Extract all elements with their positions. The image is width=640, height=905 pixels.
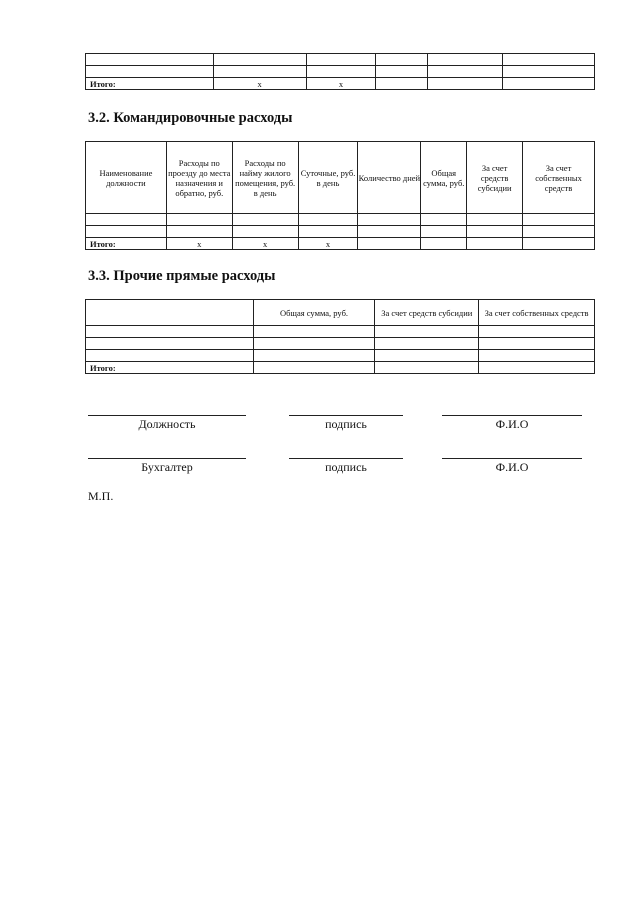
signature-line: [289, 415, 403, 416]
section-heading-other: 3.3. Прочие прямые расходы: [88, 268, 276, 284]
section-heading-travel: 3.2. Командировочные расходы: [88, 110, 293, 126]
table-row: [86, 214, 595, 226]
total-cell: x: [232, 238, 298, 250]
column-header: Наименование должности: [86, 142, 167, 214]
column-header: [86, 300, 254, 326]
full-name-caption: Ф.И.О: [495, 460, 529, 474]
signature-line: [88, 415, 246, 416]
other-expenses-table: [85, 299, 595, 374]
total-cell: x: [213, 78, 306, 90]
signature-caption: подпись: [325, 417, 367, 431]
position-caption: Должность: [138, 417, 196, 431]
table-total-row: [86, 362, 595, 374]
column-header: За счет средств субсидии: [467, 142, 523, 214]
table-row: [86, 326, 595, 338]
full-name-caption: Ф.И.О: [495, 417, 529, 431]
signature-line: [289, 458, 403, 459]
table-header-row: [86, 300, 595, 326]
travel-expenses-table: [85, 141, 595, 250]
table-header-row: [86, 142, 595, 214]
column-header: Суточные, руб. в день: [298, 142, 358, 214]
table-row: [86, 350, 595, 362]
signature-caption: подпись: [325, 460, 367, 474]
table-total-row: [86, 238, 595, 250]
column-header: За счет собственных средств: [523, 142, 595, 214]
table-continued: [85, 53, 595, 90]
column-header: Общая сумма, руб.: [421, 142, 467, 214]
column-header: За счет собственных средств: [479, 300, 595, 326]
signature-line: [88, 458, 246, 459]
table-row: [86, 66, 595, 78]
table-row: [86, 54, 595, 66]
table-row: [86, 338, 595, 350]
accountant-caption: Бухгалтер: [141, 460, 193, 474]
column-header: Количество дней: [358, 142, 421, 214]
table-row: [86, 226, 595, 238]
column-header: Расходы по найму жилого помещения, руб. в день: [232, 142, 298, 214]
column-header: За счет средств субсидии: [375, 300, 479, 326]
table-total-row: [86, 78, 595, 90]
signature-line: [442, 415, 582, 416]
signature-line: [442, 458, 582, 459]
column-header: Расходы по проезду до места назначения и обратно, руб.: [166, 142, 232, 214]
stamp-place-label: М.П.: [88, 489, 114, 503]
total-cell: x: [166, 238, 232, 250]
total-label: Итого:: [86, 78, 214, 90]
total-cell: x: [306, 78, 376, 90]
total-label: Итого:: [86, 362, 254, 374]
total-cell: x: [298, 238, 358, 250]
column-header: Общая сумма, руб.: [253, 300, 375, 326]
total-label: Итого:: [86, 238, 167, 250]
